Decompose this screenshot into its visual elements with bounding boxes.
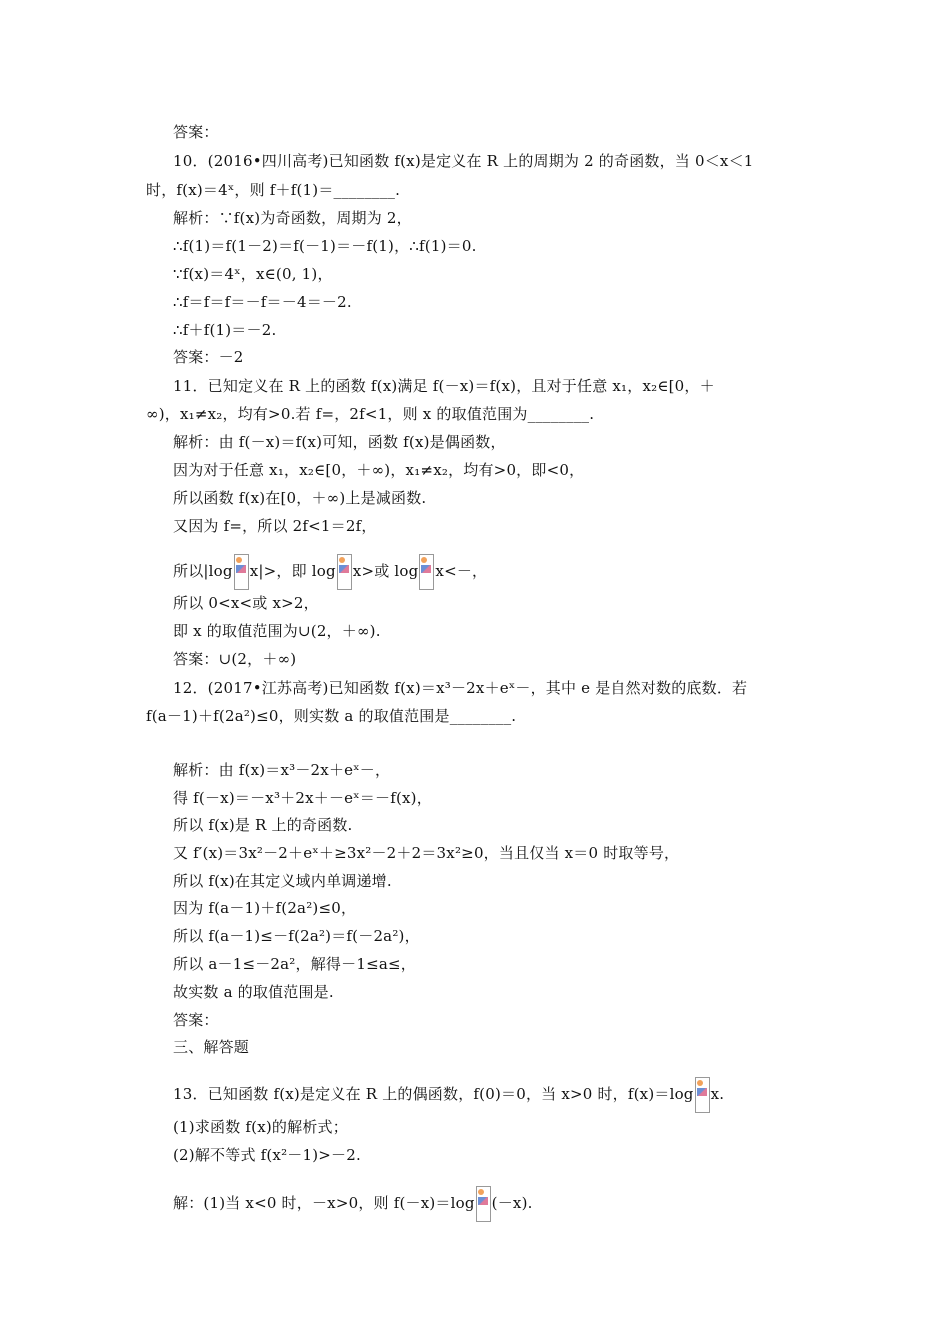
text-segment: x<－，	[435, 562, 488, 580]
text-line: 所以 0<x<或 x>2，	[173, 594, 319, 612]
section-heading: 三、解答题	[173, 1038, 250, 1056]
text-segment: 解：(1)当 x<0 时，－x>0，则 f(－x)＝log	[173, 1194, 475, 1212]
text-line: 答案：－2	[173, 348, 244, 366]
text-segment: x>或 log	[352, 562, 419, 580]
text-segment: x|>，即 log	[249, 562, 336, 580]
problem-10-line-2: 时，f(x)＝4ˣ，则 f＋f(1)＝________.	[146, 181, 401, 199]
log-base-image-icon	[419, 554, 434, 590]
text-segment: x.	[710, 1085, 725, 1103]
text-line: 解析：由 f(－x)＝f(x)可知，函数 f(x)是偶函数，	[173, 433, 506, 451]
problem-12-line-2: f(a－1)＋f(2a²)≤0，则实数 a 的取值范围是________.	[146, 707, 517, 725]
log-base-image-icon	[337, 554, 352, 590]
text-line: ∴f(1)＝f(1－2)＝f(－1)＝－f(1)，∴f(1)＝0.	[173, 237, 477, 255]
problem-10-line-1: 10．(2016•四川高考)已知函数 f(x)是定义在 R 上的周期为 2 的奇函数，当 0＜x＜1	[173, 152, 754, 170]
text-line: ∴f＝f＝f＝－f＝－4＝－2.	[173, 293, 352, 311]
text-line: 答案：∪(2，＋∞)	[173, 650, 297, 668]
text-line: 即 x 的取值范围为∪(2，＋∞).	[173, 622, 381, 640]
text-segment: 13．已知函数 f(x)是定义在 R 上的偶函数，f(0)＝0，当 x>0 时，f(x)＝log	[173, 1085, 694, 1103]
text-line: 所以 f(a－1)≤－f(2a²)＝f(－2a²)，	[173, 927, 420, 945]
text-line: 所以 f(x)是 R 上的奇函数.	[173, 816, 353, 834]
problem-12-line-1: 12．(2017•江苏高考)已知函数 f(x)＝x³－2x＋eˣ－，其中 e 是自然对数的底数．若	[173, 679, 748, 697]
text-line: 解析：由 f(x)＝x³－2x＋eˣ－，	[173, 761, 391, 779]
text-segment: (－x).	[491, 1194, 533, 1212]
text-line: 因为对于任意 x₁，x₂∈[0，＋∞)，x₁≠x₂，均有>0，即<0，	[173, 461, 585, 479]
text-segment: 所以|log	[173, 562, 233, 580]
text-line: (1)求函数 f(x)的解析式；	[173, 1118, 348, 1136]
log-base-image-icon	[695, 1077, 710, 1113]
problem-13-line	[173, 1077, 724, 1113]
log-base-image-icon	[234, 554, 249, 590]
log-base-image-icon	[476, 1186, 491, 1222]
solution-line	[173, 1186, 533, 1222]
text-line: 得 f(－x)＝－x³＋2x＋－eˣ＝－f(x)，	[173, 789, 432, 807]
text-line: 所以函数 f(x)在[0，＋∞)上是减函数.	[173, 489, 427, 507]
text-line: 所以 f(x)在其定义域内单调递增.	[173, 872, 392, 890]
text-line: 答案：	[173, 123, 219, 141]
text-line: 解析：∵f(x)为奇函数，周期为 2，	[173, 209, 412, 227]
problem-11-line-2: ∞)，x₁≠x₂，均有>0.若 f=，2f<1，则 x 的取值范围为________.	[146, 405, 595, 423]
text-line: ∵f(x)＝4ˣ，x∈(0, 1)，	[173, 265, 333, 283]
text-line: 因为 f(a－1)＋f(2a²)≤0，	[173, 899, 357, 917]
text-line: ∴f＋f(1)＝－2.	[173, 321, 277, 339]
text-line-with-log	[173, 554, 487, 590]
text-line: 答案：	[173, 1011, 219, 1029]
text-line: 所以 a－1≤－2a²，解得－1≤a≤，	[173, 955, 416, 973]
text-line: 故实数 a 的取值范围是.	[173, 983, 334, 1001]
text-line: 又因为 f=，所以 2f<1＝2f，	[173, 517, 377, 535]
problem-11-line-1: 11．已知定义在 R 上的函数 f(x)满足 f(－x)＝f(x)，且对于任意 x₁，x₂∈[0，＋	[173, 377, 715, 395]
text-line: (2)解不等式 f(x²－1)>－2.	[173, 1146, 361, 1164]
text-line: 又 f′(x)＝3x²－2＋eˣ＋≥3x²－2＋2＝3x²≥0，当且仅当 x＝0 时取等号，	[173, 844, 680, 862]
